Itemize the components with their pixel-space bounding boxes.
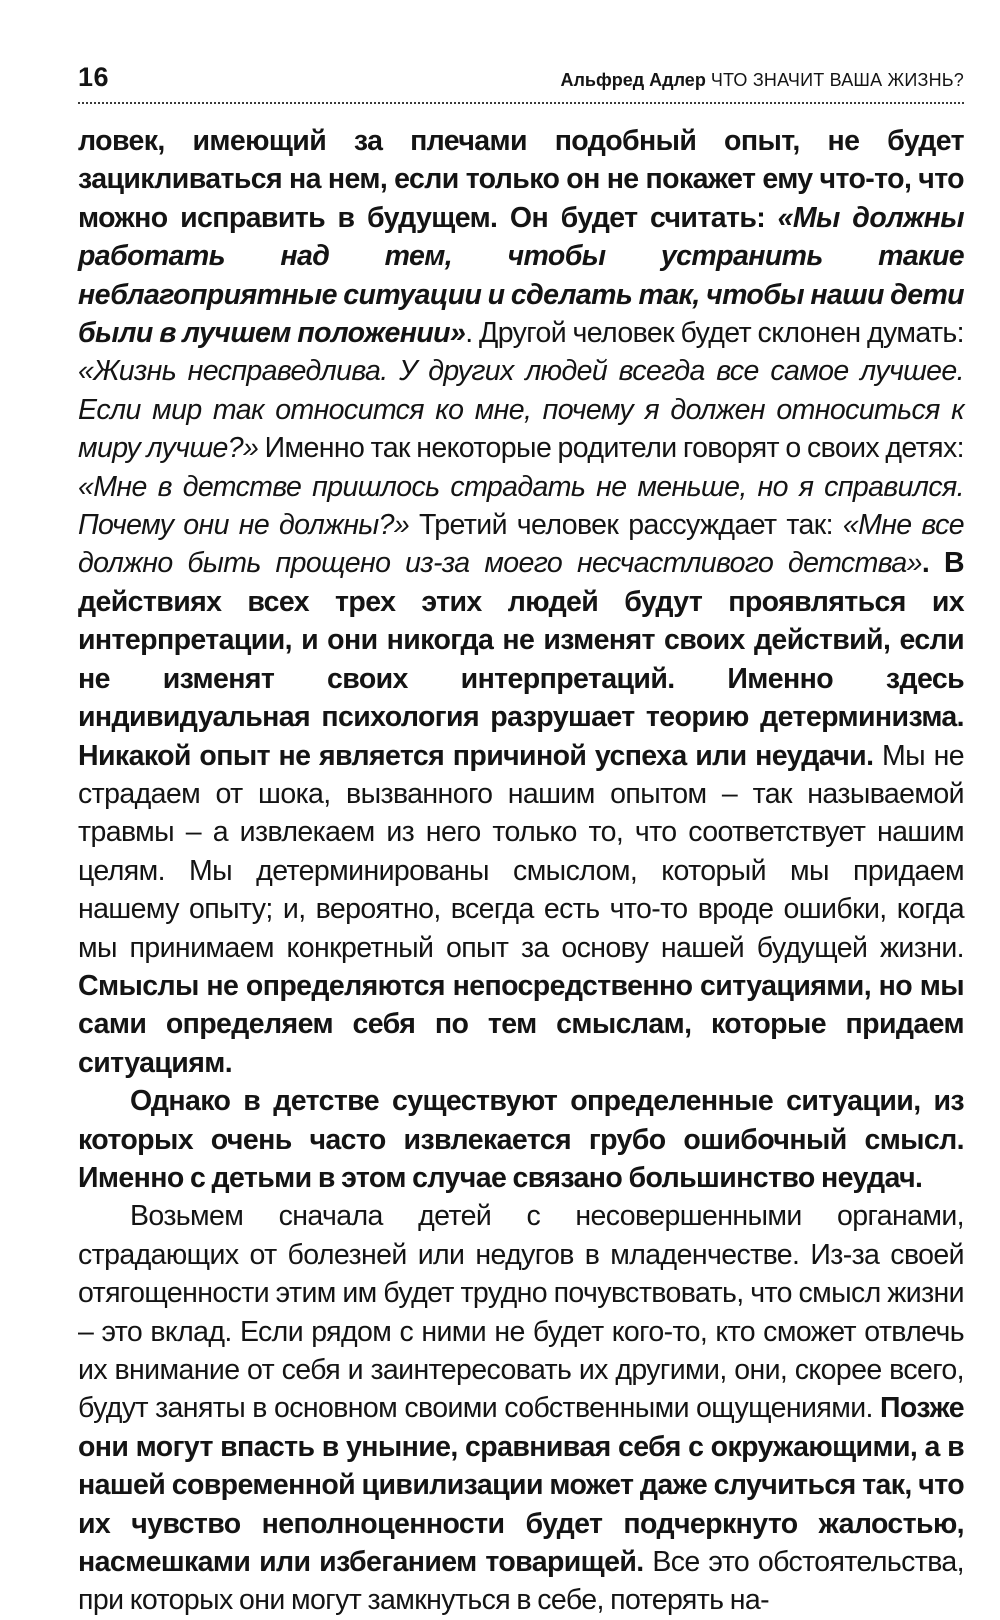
quote-run: «Мне в детстве пришлось страдать не меньше, но я справился. Почему они не должны?» — [78, 470, 964, 542]
text-run: . Другой человек будет склонен думать: — [465, 317, 964, 350]
page-number: 16 — [78, 62, 110, 92]
text-run: Смыслы не определяются непосредственно ситуациями, но мы сами определяем себя по тем смыслам, которые придаем ситуациям. — [78, 969, 964, 1079]
text-run: Мы не страдаем от шока, вызванного нашим опытом – так называемой травмы – а извлекаем из него только то, что соответствует нашим целям. Мы детерминированы смыслом, который мы придаем нашему опыту; и, вероятно, всегда есть что-то вроде ошибки, когда мы принимаем конкретный опыт за основу нашей будущей жизни. — [78, 739, 965, 964]
text-run: Возьмем сначала детей с несовершенными органами, страдающих от болезней или недугов в младенчестве. Из-за своей отягощенности этим им будет трудно почувствовать, что смысл жизни – это вклад. Если рядом с ними не будет кого-то, кто сможет отвлечь их внимание от себя и заинтересовать их другими, они, скорее всего, будут заняты в основном своими собственными ощущениями. — [78, 1200, 964, 1425]
text-run: Позже они могут впасть в уныние, сравнивая себя с окружающими, а в нашей современной цивилизации может даже случиться так, что их чувство неполноценности будет подчеркнуто жалостью, насмешками или избеганием товарищей. — [78, 1392, 964, 1579]
paragraph-2 — [78, 1082, 964, 1197]
text-run: Третий человек рассуждает так: — [409, 509, 843, 542]
page-header — [78, 62, 964, 104]
running-head — [561, 70, 965, 91]
text-run: Именно так некоторые родители говорят о своих детях: — [258, 432, 964, 465]
text-run: Однако в детстве существуют определенные ситуации, из которых очень часто извлекается грубо ошибочный смысл. Именно с детьми в этом случае связано большинство неудач. — [78, 1085, 964, 1194]
text-run: . В действиях всех трех этих людей будут проявляться их интерпретации, и они никогда не изменят своих действий, если не изменят своих интерпретаций. Именно здесь индивидуальная психология разрушает теорию детерминизма. Никакой опыт не является причиной успеха или неудачи. — [78, 547, 964, 772]
paragraph-3 — [78, 1197, 964, 1619]
text-run: ловек, имеющий за плечами подобный опыт, не будет зацикливаться на нем, если только он не покажет ему что-то, что можно исправить в будущем. Он будет считать: — [78, 125, 964, 234]
book-page — [78, 62, 964, 1620]
body-text — [78, 122, 964, 1620]
quote-run: «Мы должны работать над тем, чтобы устранить такие неблагоприятные ситуации и сделать так, чтобы наши дети были в лучшем положении» — [78, 201, 964, 350]
quote-run: «Мне все должно быть прощено из-за моего несчастливого детства» — [78, 509, 964, 580]
text-run: Все это обстоятельства, при которых они могут замкнуться в себе, потерять на- — [78, 1546, 964, 1617]
running-head-author: Альфред Адлер — [560, 70, 706, 90]
paragraph-1 — [78, 122, 964, 1082]
running-head-title: ЧТО ЗНАЧИТ ВАША ЖИЗНЬ? — [710, 70, 964, 90]
quote-run: «Жизнь несправедлива. У других людей всегда все самое лучшее. Если мир так относится ко мне, почему я должен относиться к миру лучше?» — [78, 355, 964, 465]
